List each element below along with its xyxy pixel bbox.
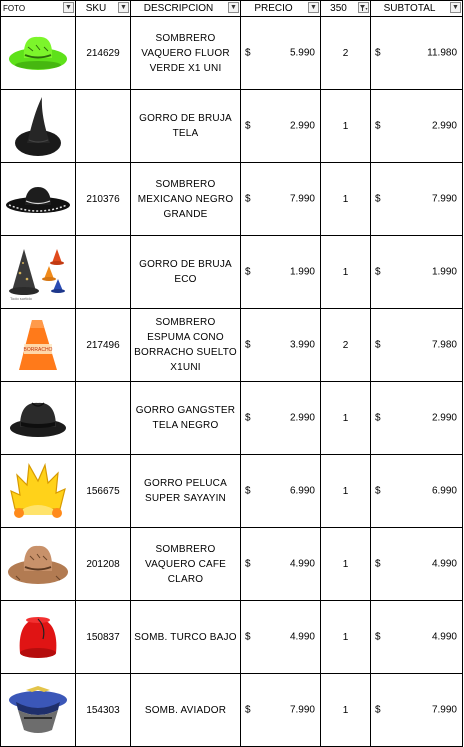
header-precio <box>241 1 321 17</box>
subtotal-value: 11.980 <box>427 47 457 59</box>
table-row[interactable] <box>1 90 463 163</box>
currency-symbol: $ <box>245 339 251 351</box>
table-row[interactable] <box>1 17 463 90</box>
quantity-cell[interactable]: 1 <box>321 528 371 601</box>
currency-symbol: $ <box>245 120 251 132</box>
sku-cell[interactable]: 214629 <box>76 17 131 90</box>
quantity-cell[interactable]: 1 <box>321 90 371 163</box>
fedora-hat-icon <box>8 394 68 442</box>
price-cell[interactable] <box>241 163 321 236</box>
subtotal-value: 6.990 <box>431 485 457 497</box>
subtotal-cell[interactable] <box>371 455 463 528</box>
fez-hat-icon <box>10 609 66 665</box>
photo-cell[interactable] <box>1 17 76 90</box>
subtotal-value: 7.990 <box>431 193 457 205</box>
description-cell[interactable]: SOMB. TURCO BAJO <box>131 601 241 674</box>
header-foto-label: FOTO <box>3 4 26 13</box>
table-row[interactable] <box>1 455 463 528</box>
currency-symbol: $ <box>245 266 251 278</box>
green-cowboy-hat-icon <box>6 25 70 81</box>
pilot-cap-icon <box>6 682 70 738</box>
sku-cell[interactable]: 156675 <box>76 455 131 528</box>
table-row[interactable] <box>1 163 463 236</box>
currency-symbol: $ <box>245 412 251 424</box>
currency-symbol: $ <box>375 47 381 59</box>
header-sku <box>76 1 131 17</box>
price-value: 6.990 <box>289 485 315 497</box>
subtotal-value: 2.990 <box>431 412 457 424</box>
header-cantidad-label: 350 <box>330 3 347 14</box>
currency-symbol: $ <box>245 485 251 497</box>
description-cell[interactable]: SOMBRERO MEXICANO NEGRO GRANDE <box>131 163 241 236</box>
description-cell[interactable]: SOMBRERO VAQUERO CAFE CLARO <box>131 528 241 601</box>
currency-symbol: $ <box>375 558 381 570</box>
description-cell[interactable]: SOMBRERO VAQUERO FLUOR VERDE X1 UNI <box>131 17 241 90</box>
price-cell[interactable] <box>241 528 321 601</box>
header-subtotal-label: SUBTOTAL <box>383 3 436 14</box>
subtotal-value: 2.990 <box>431 120 457 132</box>
subtotal-cell[interactable] <box>371 17 463 90</box>
sku-cell[interactable]: 150837 <box>76 601 131 674</box>
currency-symbol: $ <box>375 485 381 497</box>
currency-symbol: $ <box>375 704 381 716</box>
description-cell[interactable]: GORRO DE BRUJA TELA <box>131 90 241 163</box>
currency-symbol: $ <box>245 47 251 59</box>
photo-cell[interactable] <box>1 528 76 601</box>
currency-symbol: $ <box>375 120 381 132</box>
table-row[interactable] <box>1 309 463 382</box>
quantity-cell[interactable]: 1 <box>321 455 371 528</box>
filter-dropdown-icon[interactable]: ▼ <box>450 2 461 13</box>
header-cantidad <box>321 1 371 17</box>
sku-cell[interactable]: 201208 <box>76 528 131 601</box>
brown-cowboy-hat-icon <box>6 536 70 592</box>
description-cell[interactable]: SOMB. AVIADOR <box>131 674 241 747</box>
currency-symbol: $ <box>245 631 251 643</box>
quantity-cell[interactable]: 1 <box>321 601 371 674</box>
subtotal-cell[interactable] <box>371 674 463 747</box>
header-sku-label: SKU <box>85 3 107 14</box>
table-row[interactable] <box>1 674 463 747</box>
currency-symbol: $ <box>245 558 251 570</box>
description-cell[interactable]: GORRO PELUCA SUPER SAYAYIN <box>131 455 241 528</box>
table-row[interactable] <box>1 236 463 309</box>
photo-cell[interactable] <box>1 309 76 382</box>
photo-cell[interactable] <box>1 90 76 163</box>
currency-symbol: $ <box>375 193 381 205</box>
subtotal-value: 7.980 <box>431 339 457 351</box>
header-row <box>1 1 463 17</box>
currency-symbol: $ <box>375 266 381 278</box>
description-cell[interactable]: GORRO GANGSTER TELA NEGRO <box>131 382 241 455</box>
subtotal-value: 4.990 <box>431 558 457 570</box>
header-subtotal <box>371 1 463 17</box>
photo-cell[interactable] <box>1 455 76 528</box>
filter-dropdown-icon[interactable]: ▼ <box>63 2 74 13</box>
price-value: 3.990 <box>289 339 315 351</box>
filter-dropdown-icon[interactable]: ▼ <box>308 2 319 13</box>
quantity-cell[interactable]: 2 <box>321 309 371 382</box>
price-value: 2.990 <box>289 120 315 132</box>
subtotal-cell[interactable] <box>371 382 463 455</box>
price-cell[interactable] <box>241 382 321 455</box>
sku-cell[interactable]: 217496 <box>76 309 131 382</box>
sku-cell[interactable] <box>76 236 131 309</box>
price-cell[interactable] <box>241 601 321 674</box>
photo-cell[interactable] <box>1 163 76 236</box>
header-foto <box>1 1 76 17</box>
price-value: 2.990 <box>289 412 315 424</box>
quantity-cell[interactable]: 1 <box>321 382 371 455</box>
price-value: 7.990 <box>289 193 315 205</box>
sku-cell[interactable] <box>76 382 131 455</box>
price-cell[interactable] <box>241 236 321 309</box>
description-cell[interactable]: SOMBRERO ESPUMA CONO BORRACHO SUELTO X1UNI <box>131 309 241 382</box>
description-cell[interactable]: GORRO DE BRUJA ECO <box>131 236 241 309</box>
subtotal-value: 1.990 <box>431 266 457 278</box>
witch-hat-icon <box>13 93 63 159</box>
price-cell[interactable] <box>241 17 321 90</box>
sombrero-icon <box>5 179 71 219</box>
sku-cell[interactable] <box>76 90 131 163</box>
subtotal-cell[interactable] <box>371 601 463 674</box>
header-descripcion-label: DESCRIPCION <box>143 3 214 14</box>
price-value: 4.990 <box>289 558 315 570</box>
table-row[interactable] <box>1 382 463 455</box>
table-row[interactable] <box>1 528 463 601</box>
table-row[interactable] <box>1 601 463 674</box>
subtotal-cell[interactable] <box>371 163 463 236</box>
subtotal-cell[interactable] <box>371 90 463 163</box>
filter-dropdown-icon[interactable]: ▼ <box>228 2 239 13</box>
header-descripcion <box>131 1 241 17</box>
photo-cell[interactable] <box>1 674 76 747</box>
subtotal-value: 7.990 <box>431 704 457 716</box>
photo-cell[interactable] <box>1 382 76 455</box>
filter-active-icon[interactable] <box>358 2 369 13</box>
quantity-cell[interactable]: 1 <box>321 163 371 236</box>
header-precio-label: PRECIO <box>254 3 293 14</box>
subtotal-value: 4.990 <box>431 631 457 643</box>
currency-symbol: $ <box>375 631 381 643</box>
price-cell[interactable] <box>241 90 321 163</box>
photo-cell[interactable] <box>1 236 76 309</box>
orange-cone-hat-icon <box>12 314 64 376</box>
sku-cell[interactable]: 154303 <box>76 674 131 747</box>
quantity-cell[interactable]: 1 <box>321 674 371 747</box>
photo-cell[interactable] <box>1 601 76 674</box>
sku-cell[interactable]: 210376 <box>76 163 131 236</box>
price-cell[interactable] <box>241 455 321 528</box>
currency-symbol: $ <box>245 193 251 205</box>
subtotal-cell[interactable] <box>371 528 463 601</box>
quantity-cell[interactable]: 1 <box>321 236 371 309</box>
subtotal-cell[interactable] <box>371 236 463 309</box>
witch-hats-set-icon <box>6 241 70 303</box>
subtotal-cell[interactable] <box>371 309 463 382</box>
svg-text:Todo surtido: Todo surtido <box>10 296 32 301</box>
quantity-cell[interactable]: 2 <box>321 17 371 90</box>
saiyan-wig-icon <box>7 461 69 521</box>
filter-dropdown-icon[interactable]: ▼ <box>118 2 129 13</box>
price-value: 1.990 <box>289 266 315 278</box>
svg-text:BORRACHO: BORRACHO <box>23 347 53 353</box>
currency-symbol: $ <box>375 412 381 424</box>
price-value: 4.990 <box>289 631 315 643</box>
price-cell[interactable] <box>241 674 321 747</box>
currency-symbol: $ <box>245 704 251 716</box>
currency-symbol: $ <box>375 339 381 351</box>
price-value: 5.990 <box>289 47 315 59</box>
price-value: 7.990 <box>289 704 315 716</box>
price-cell[interactable] <box>241 309 321 382</box>
